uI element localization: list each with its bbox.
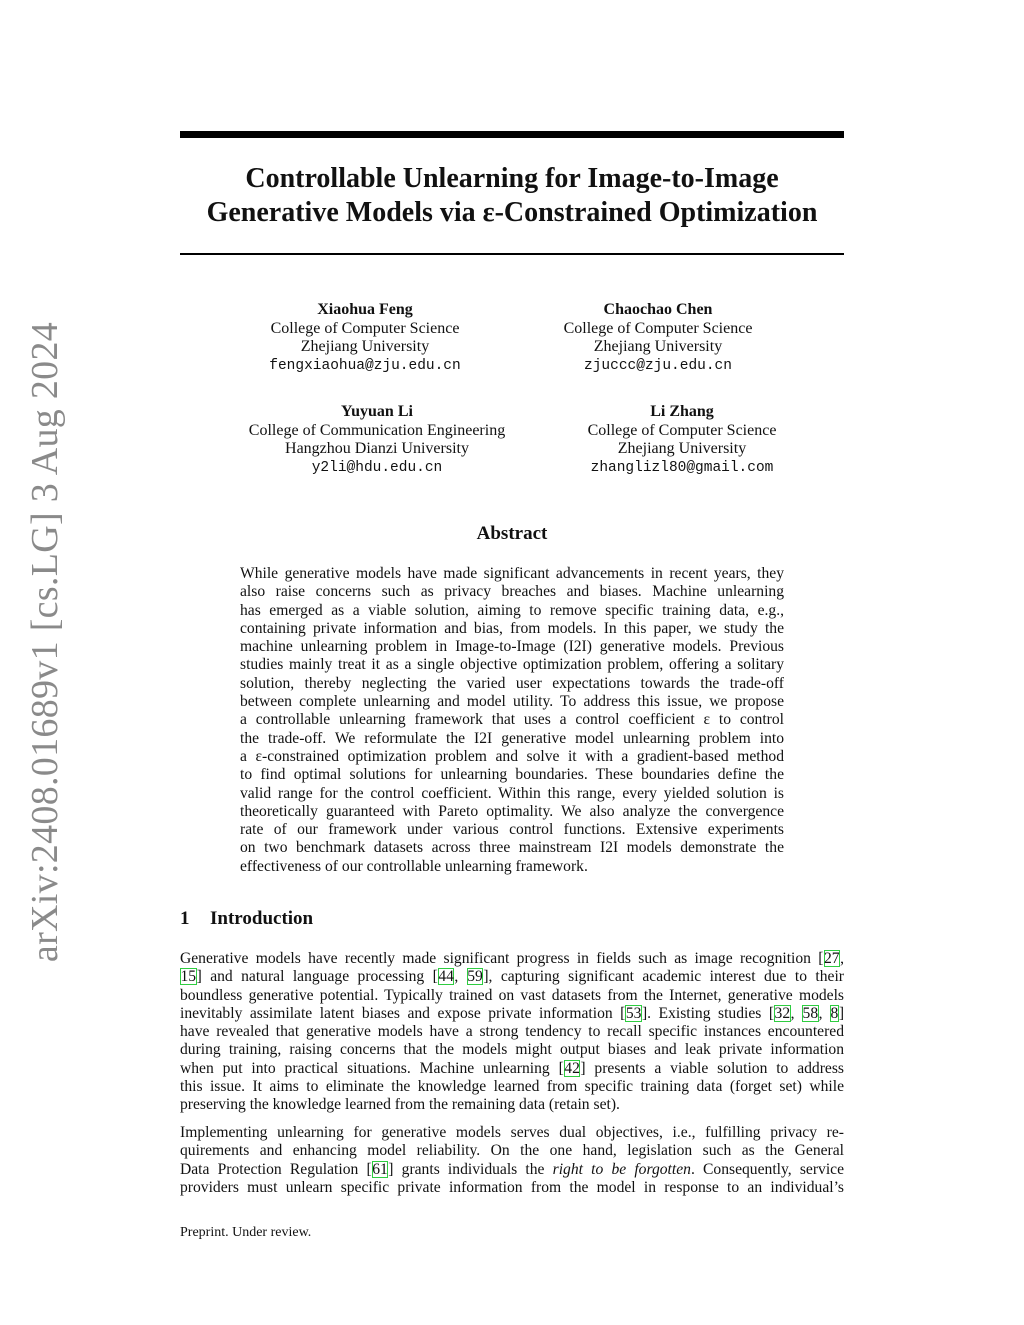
abstract-line: solution, thereby neglecting the varied user expectations towards the trade-off [240, 674, 784, 692]
abstract-line: on two benchmark datasets across three mainstream I2I models demonstrate the [240, 839, 784, 857]
citation-link[interactable]: 32 [774, 1004, 791, 1022]
abstract-line: While generative models have made significant advancements in recent years, they [240, 565, 784, 582]
author-name: Xiaohua Feng [317, 301, 413, 318]
text-run: ], capturing significant academic interest due to their [483, 968, 844, 986]
paragraph-line [180, 968, 844, 986]
section-heading-introduction [180, 908, 313, 930]
citation-link[interactable]: 61 [372, 1160, 388, 1178]
section-number: 1 [180, 908, 190, 929]
text-run: ] [838, 1004, 845, 1022]
citation-link[interactable]: 53 [625, 1004, 642, 1022]
text-run: ]. Existing studies [ [641, 1004, 775, 1022]
paragraph-line [180, 1005, 844, 1023]
author-name: Chaochao Chen [603, 301, 713, 318]
text-run: , [454, 968, 467, 986]
text-run: , [790, 1004, 803, 1022]
author-affiliation: College of Computer Science [587, 421, 777, 439]
citation-link[interactable]: 42 [564, 1059, 580, 1077]
paragraph-line: this issue. It aims to eliminate the knowledge learned from specific training data (forget set) while [180, 1078, 844, 1096]
abstract-line: between complete unlearning and model utility. To address this issue, we propose [240, 693, 784, 711]
author-affiliation: College of Computer Science [270, 319, 460, 337]
abstract-line: effectiveness of our controllable unlearning framework. [240, 857, 588, 875]
paper-title [180, 162, 844, 230]
paragraph-line: providers must unlearn specific private information from the model in response to an individual’s [180, 1178, 844, 1196]
intro-paragraph-1 [180, 950, 844, 1115]
paragraph-line: quirements and enhancing model reliability. On the one hand, legislation such as the General [180, 1142, 844, 1160]
title-rule-top [180, 131, 844, 138]
text-run: . Consequently, service [690, 1160, 845, 1178]
emphasis-text: right to be forgotten [552, 1160, 691, 1178]
paragraph-line: have revealed that generative models have a strong tendency to recall specific instances encountered [180, 1023, 844, 1041]
text-run: Data Protection Regulation [ [180, 1160, 372, 1178]
author-institution: Hangzhou Dianzi University [285, 440, 469, 457]
paragraph-line [180, 1161, 844, 1179]
text-run: when put into practical situations. Machine unlearning [ [180, 1059, 564, 1077]
arxiv-identifier[interactable]: arXiv:2408.01689v1 [cs.LG] 3 Aug 2024 [24, 321, 66, 963]
citation-link[interactable]: 59 [467, 968, 483, 986]
citation-link[interactable]: 15 [180, 968, 197, 986]
intro-paragraph-2 [180, 1124, 844, 1197]
author-block [227, 403, 527, 477]
text-run: Generative models have recently made significant progress in fields such as image recognition [ [180, 950, 824, 967]
author-email[interactable]: y2li@hdu.edu.cn [311, 459, 443, 476]
author-affiliation: College of Communication Engineering [248, 421, 506, 439]
author-email[interactable]: zhanglizl80@gmail.com [590, 459, 774, 476]
author-block [532, 403, 832, 477]
text-run: ] presents a viable solution to address [580, 1059, 844, 1077]
paragraph-line [180, 950, 844, 968]
paragraph-line: during training, raising concerns that the models might output biases and leak private information [180, 1041, 844, 1059]
text-run: ] and natural language processing [ [196, 968, 438, 986]
title-line-2: Generative Models via ε-Constrained Optimization [206, 197, 818, 228]
title-rule-bottom [180, 253, 844, 255]
citation-link[interactable]: 8 [830, 1004, 839, 1022]
abstract-line: a controllable unlearning framework that uses a control coefficient ε to control [240, 711, 784, 729]
author-block [215, 301, 515, 375]
citation-link[interactable]: 58 [802, 1004, 819, 1022]
abstract-line: valid range for the control coefficient. Within this range, every yielded solution is [240, 784, 784, 802]
text-run: ] grants individuals the [388, 1160, 553, 1178]
abstract-body [240, 565, 784, 876]
abstract-line: has emerged as a viable solution, aiming to remove specific training data, e.g., [240, 601, 784, 619]
text-run: , [818, 1004, 831, 1022]
abstract-line: to find optimal solutions for unlearning boundaries. These boundaries define the [240, 766, 784, 784]
title-line-1: Controllable Unlearning for Image-to-Image [245, 163, 779, 194]
paragraph-line: preserving the knowledge learned from the remaining data (retain set). [180, 1096, 620, 1114]
abstract-line: containing private information and bias, from models. In this paper, we study the [240, 619, 784, 637]
citation-link[interactable]: 27 [824, 950, 840, 967]
paragraph-line: Implementing unlearning for generative models serves dual objectives, i.e., fulfilling privacy re- [180, 1124, 844, 1141]
paragraph-line [180, 1060, 844, 1078]
abstract-line: studies mainly treat it as a single objective optimization problem, offering a solitary [240, 656, 784, 674]
section-title: Introduction [210, 908, 314, 929]
author-institution: Zhejiang University [300, 338, 430, 355]
text-run: , [840, 950, 844, 967]
author-name: Li Zhang [650, 403, 714, 420]
citation-link[interactable]: 44 [438, 968, 454, 986]
abstract-line: also raise concerns such as privacy breaches and biases. Machine unlearning [240, 583, 784, 601]
abstract-heading: Abstract [476, 523, 548, 544]
author-block [508, 301, 808, 375]
abstract-line: rate of our framework under various control functions. Extensive experiments [240, 821, 784, 839]
author-institution: Zhejiang University [593, 338, 723, 355]
text-run: inevitably assimilate latent biases and expose private information [ [180, 1004, 626, 1022]
abstract-line: machine unlearning problem in Image-to-Image (I2I) generative models. Previous [240, 638, 784, 656]
author-affiliation: College of Computer Science [563, 319, 753, 337]
abstract-line: the trade-off. We reformulate the I2I generative model unlearning problem into [240, 729, 784, 747]
author-email[interactable]: zjuccc@zju.edu.cn [584, 357, 732, 374]
abstract-line: a ε-constrained optimization problem and solve it with a gradient-based method [240, 747, 784, 765]
author-name: Yuyuan Li [341, 403, 413, 420]
paragraph-line: boundless generative potential. Typically trained on vast datasets from the Internet, generative models [180, 986, 844, 1004]
abstract-line: theoretically guaranteed with Pareto optimality. We also analyze the convergence [240, 802, 784, 820]
footer-note: Preprint. Under review. [180, 1225, 312, 1240]
author-email[interactable]: fengxiaohua@zju.edu.cn [269, 357, 461, 374]
author-institution: Zhejiang University [617, 440, 747, 457]
